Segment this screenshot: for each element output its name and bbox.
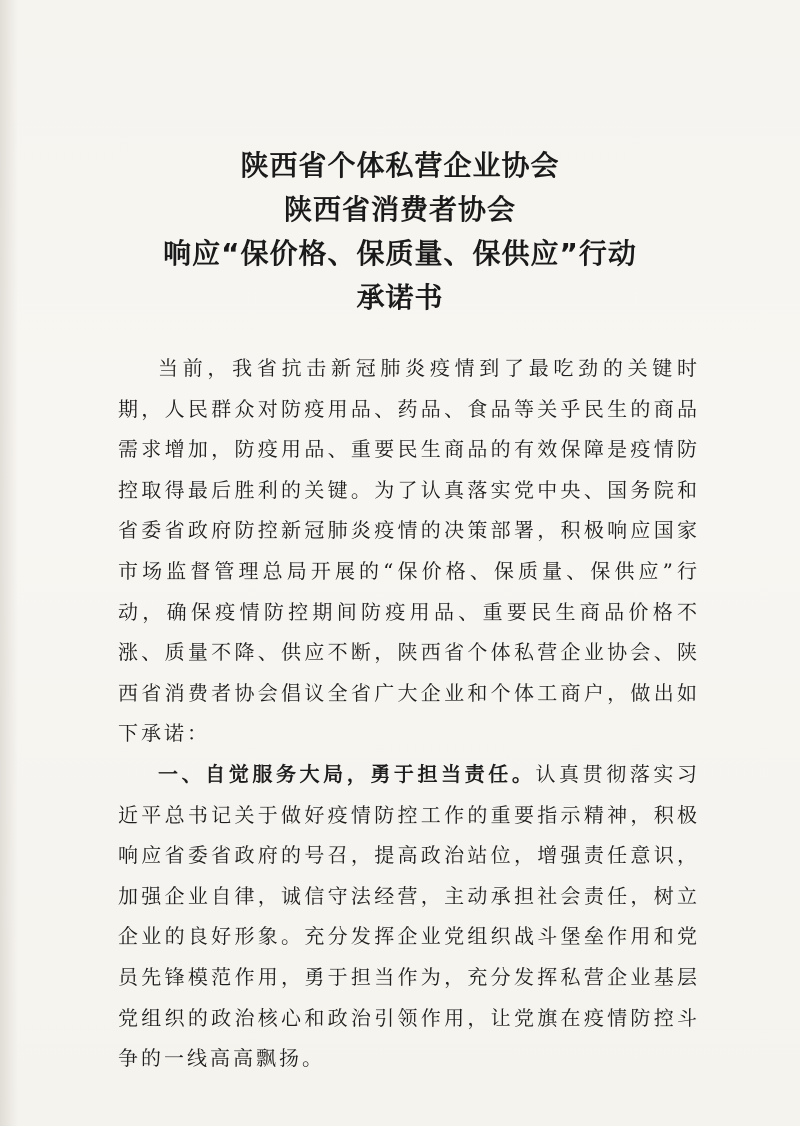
section-1-heading: 一、自觉服务大局，勇于担当责任。 (158, 761, 536, 786)
title-line-3: 响应“保价格、保质量、保供应”行动 (163, 237, 637, 270)
section-1-paragraph (118, 754, 700, 1079)
title-line-1: 陕西省个体私营企业协会 (240, 149, 560, 182)
title-line-4: 承诺书 (356, 281, 444, 314)
intro-paragraph: 当前，我省抗击新冠肺炎疫情到了最吃劲的关键时期，人民群众对防疫用品、药品、食品等关乎民生的商品需求增加，防疫用品、重要民生商品的有效保障是疫情防控取得最后胜利的关键。为了认真落实党中央、国务院和省委省政府防控新冠肺炎疫情的决策部署，积极响应国家市场监督管理总局开展的“保价格、保质量、保供应”行动，确保疫情防控期间防疫用品、重要民生商品价格不涨、质量不降、供应不断，陕西省个体私营企业协会、陕西省消费者协会倡议全省广大企业和个体工商户，做出如下承诺： (118, 356, 700, 746)
section-1-body: 认真贯彻落实习近平总书记关于做好疫情防控工作的重要指示精神，积极响应省委省政府的号召，提高政治站位，增强责任意识，加强企业自律，诚信守法经营，主动承担社会责任，树立企业的良好形象。充分发挥企业党组织战斗堡垒作用和党员先锋模范作用，勇于担当作为，充分发挥私营企业基层党组织的政治核心和政治引领作用，让党旗在疫情防控斗争的一线高高飘扬。 (118, 761, 701, 1071)
title-line-2: 陕西省消费者协会 (283, 193, 516, 226)
document-body (118, 348, 700, 1079)
document-title (0, 144, 800, 320)
